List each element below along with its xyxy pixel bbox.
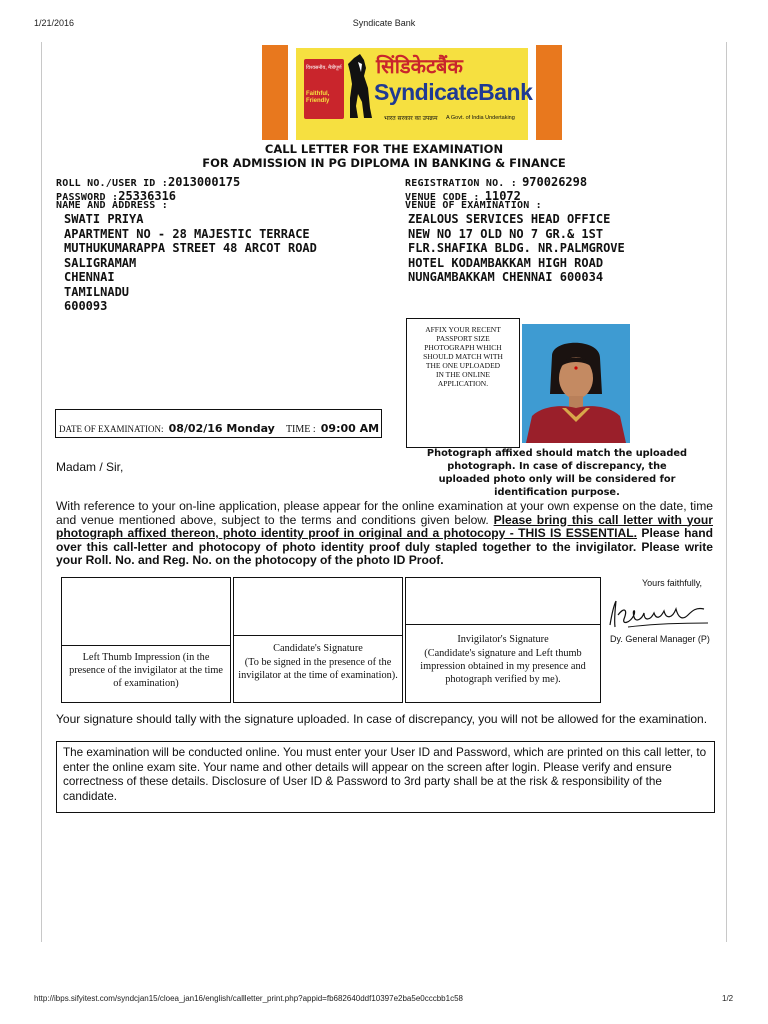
thumb-impression-space — [61, 577, 231, 647]
logo-orange-bar-right — [536, 45, 562, 140]
candidate-address — [64, 212, 317, 314]
signature-tally-note: Your signature should tally with the signature uploaded. In case of discrepancy, you will not be allowed for the examination. — [56, 712, 708, 726]
candidate-signature-space — [233, 577, 403, 637]
signatory-title: Dy. General Manager (P) — [610, 634, 710, 644]
authorized-signature — [604, 597, 712, 631]
exam-time-label: TIME : — [285, 424, 316, 435]
candidate-signature-note: (To be signed in the presence of the invigilator at the time of examination). — [238, 657, 398, 681]
reg-label: REGISTRATION NO. : — [405, 178, 517, 189]
affix-photo-text: AFFIX YOUR RECENT PASSPORT SIZE PHOTOGRAPH WHICH SHOULD MATCH WITH THE ONE UPLOADED IN THE ONLINE APPLICATION. — [423, 325, 503, 388]
address-line: CHENNAI — [64, 270, 115, 284]
password-label: PASSWORD : — [56, 192, 119, 203]
invigilator-signature-label-box — [405, 624, 601, 703]
paragraph-normal: With reference to your on-line application, please appear for the online examination at your own expense on the date, time and venue mentioned above, subject to the terms and conditions given below. — [56, 499, 713, 527]
exam-date-row — [59, 417, 379, 436]
venue-line: NEW NO 17 OLD NO 7 GR.& 1ST — [408, 226, 604, 241]
candidate-photo — [522, 324, 630, 443]
paragraph-bold: Please hand over this call-letter and photocopy of photo identity proof duly stapled together to the invigilator. Please write your Roll. No. and Reg. No. on the photocopy of the photo ID Proof. — [56, 526, 713, 567]
logo-tag-english: Faithful, Friendly — [306, 91, 330, 104]
password-value: 25336316 — [118, 189, 177, 203]
invigilator-signature-note: (Candidate's signature and Left thumb impression obtained in my presence and photograph verified by me). — [420, 648, 586, 685]
address-line: TAMILNADU — [64, 284, 130, 299]
photo-caption: Photograph affixed should match the uploaded photograph. In case of discrepancy, the uploaded photo only will be considered for identification purpose. — [426, 448, 688, 498]
address-line: SALIGRAMAM — [64, 255, 137, 270]
online-exam-note: The examination will be conducted online. You must enter your User ID and Password, which are printed on this call letter, to enter the online exam site. Your name and other details will appear on the screen after login. Please verify and ensure correctness of these details. Disclosure of User ID & Password to 3rd party shall be at the risk & responsibility of the candidate. — [63, 746, 707, 803]
candidate-signature-label-box — [233, 635, 403, 703]
logo-tag-hindi: विश्वसनीय, मैत्रीपूर्ण — [306, 65, 342, 71]
logo-english-name: SyndicateBank — [374, 79, 533, 105]
venue-address — [408, 212, 625, 285]
venue-code-label: VENUE CODE : — [405, 192, 480, 203]
exam-date-label: DATE OF EXAMINATION: — [59, 424, 164, 434]
address-line: SWATI PRIYA — [64, 212, 144, 226]
venue-code-value: 11072 — [484, 189, 521, 203]
name-address-label: NAME AND ADDRESS : — [56, 200, 168, 211]
address-line: APARTMENT NO - 28 MAJESTIC TERRACE — [64, 226, 310, 241]
address-line: MUTHUKUMARAPPA STREET 48 ARCOT ROAD — [64, 241, 317, 255]
roll-value: 2013000175 — [167, 175, 241, 189]
salutation: Madam / Sir, — [56, 460, 124, 474]
thumb-impression-label: Left Thumb Impression (in the presence of the invigilator at the time of examination) — [69, 652, 223, 689]
page-url: http://ibps.sifyitest.com/syndcjan15/cloea_jan16/english/callletter_print.php?appid=fb682640ddf10397e2ba5e0cccbb1c58 — [34, 994, 463, 1003]
venue-label: VENUE OF EXAMINATION : — [405, 200, 542, 211]
venue-line: FLR.SHAFIKA BLDG. NR.PALMGROVE — [408, 241, 625, 255]
yours-faithfully: Yours faithfully, — [642, 578, 703, 588]
invigilator-signature-space — [405, 577, 601, 626]
venue-line: NUNGAMBAKKAM CHENNAI 600034 — [408, 270, 604, 284]
logo-tag-box — [304, 59, 344, 119]
logo-undertaking-hindi: भारत सरकार का उपक्रम — [384, 115, 438, 122]
exam-date-value: 08/02/16 Monday — [168, 422, 275, 435]
title-line-2: FOR ADMISSION IN PG DIPLOMA IN BANKING & FINANCE — [202, 156, 566, 170]
dog-icon — [346, 54, 374, 120]
logo-hindi-name: सिंडिकेटबैंक — [376, 54, 463, 78]
logo-yellow-panel — [296, 48, 533, 140]
logo-orange-bar-left — [262, 45, 288, 140]
reg-value: 970026298 — [522, 175, 588, 189]
logo-undertaking-english: A Govt. of India Undertaking — [446, 115, 515, 121]
invigilator-signature-title: Invigilator's Signature — [457, 634, 549, 645]
print-title: Syndicate Bank — [352, 18, 416, 28]
address-line: 600093 — [64, 299, 108, 313]
title-line-1: CALL LETTER FOR THE EXAMINATION — [264, 142, 504, 156]
main-paragraph — [56, 500, 713, 568]
affix-photo-box — [406, 318, 520, 448]
exam-time-value: 09:00 AM — [320, 422, 380, 435]
print-date: 1/21/2016 — [34, 18, 75, 28]
paragraph-underlined: Please bring this call letter with your photograph affixed thereon, photo identity proof in original and a photocopy - THIS IS ESSENTIAL. — [56, 512, 713, 540]
candidate-signature-title: Candidate's Signature — [273, 643, 363, 654]
online-exam-note-box — [56, 741, 715, 813]
thumb-impression-label-box — [61, 645, 231, 703]
roll-label: ROLL NO./USER ID : — [56, 178, 168, 189]
bank-logo — [262, 45, 562, 140]
venue-line: ZEALOUS SERVICES HEAD OFFICE — [408, 212, 611, 226]
exam-date-box — [55, 409, 382, 438]
venue-line: HOTEL KODAMBAKKAM HIGH ROAD — [408, 255, 604, 270]
page-number: 1/2 — [722, 994, 734, 1003]
